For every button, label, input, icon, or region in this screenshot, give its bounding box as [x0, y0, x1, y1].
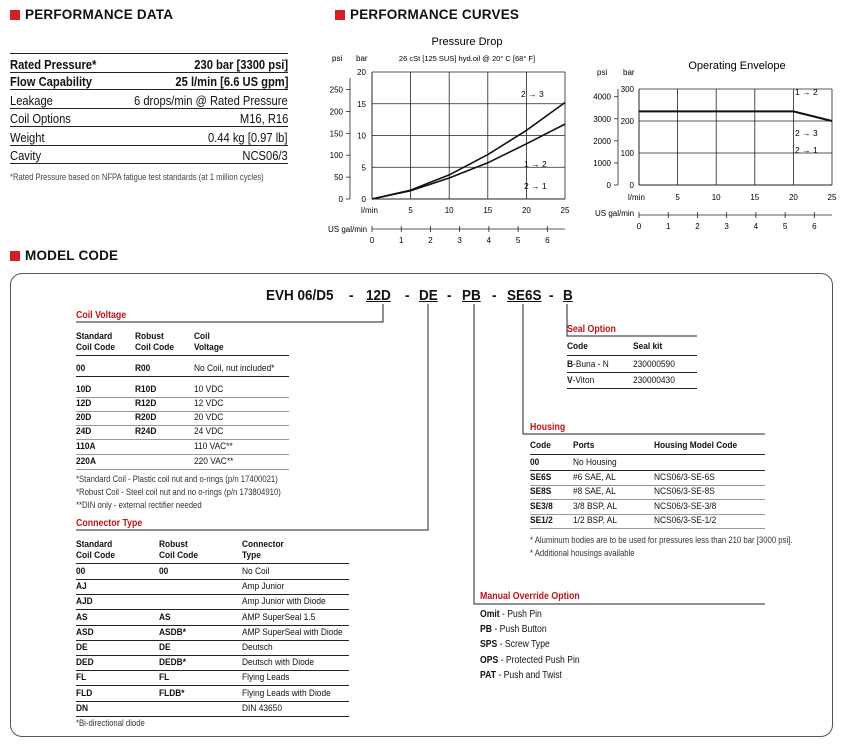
- row-divider: [76, 454, 289, 455]
- bar-tick-label: 10: [357, 131, 366, 141]
- housing-cell: 1/2 BSP, AL: [573, 515, 618, 526]
- override-code: PB: [480, 624, 492, 636]
- seal-option-code-cell: [567, 375, 594, 386]
- connector-type-cell: Deutsch with Diode: [242, 657, 315, 669]
- model-code-part: DE: [419, 287, 438, 304]
- psi-tick-label: 100: [329, 151, 343, 161]
- coil-voltage-note: *Robust Coil - Steel coil nut and no o-rings (p/n 173804910): [76, 487, 281, 497]
- model-code-part: -: [447, 287, 452, 304]
- seal-code: B: [567, 359, 574, 370]
- override-code: PAT: [480, 669, 496, 681]
- coil-voltage-cell: 10D: [76, 384, 92, 395]
- override-code: OPS: [480, 654, 499, 666]
- connector-type-header: Coil Code: [76, 550, 116, 561]
- manual-override-row: [480, 609, 542, 620]
- gal-tick-label: 2: [428, 236, 433, 245]
- performance-data-key: Rated Pressure*: [10, 57, 97, 72]
- connector-type-cell: DN: [76, 702, 89, 714]
- coil-voltage-cell: 220A: [76, 456, 96, 467]
- seal-option-code-cell: [567, 359, 609, 370]
- connector-type-title: Connector Type: [76, 518, 143, 529]
- override-desc: - Screw Type: [497, 639, 550, 651]
- coil-voltage-header: Coil Code: [135, 342, 175, 353]
- housing-cell: NCS06/3-SE-8S: [654, 486, 715, 497]
- coil-voltage-cell: 10 VDC: [194, 384, 224, 395]
- gal-tick-label: 5: [782, 222, 788, 231]
- performance-data-title: PERFORMANCE DATA: [25, 7, 174, 22]
- row-divider: [76, 579, 349, 580]
- gal-tick-label: 5: [515, 236, 521, 245]
- connector-type-cell: Flying Leads: [242, 672, 290, 684]
- psi-tick-label: 2000: [593, 136, 611, 146]
- row-divider: [76, 640, 349, 641]
- override-desc: - Push and Twist: [495, 669, 562, 681]
- psi-tick-label: 0: [338, 195, 343, 204]
- housing-cell: #6 SAE, AL: [573, 471, 616, 483]
- pressure-drop-subtitle: 26 cSt [125 SUS] hyd.oil @ 20° C [68° F]: [398, 54, 536, 63]
- seal-option-title: Seal Option: [567, 324, 616, 335]
- psi-tick-label: 0: [606, 181, 611, 190]
- model-code-part: PB: [462, 287, 481, 304]
- connector-type-cell: 00: [159, 566, 169, 577]
- coil-voltage-cell: 24 VDC: [194, 426, 224, 437]
- connector-type-cell: ASDB*: [159, 626, 186, 638]
- housing-note: * Additional housings available: [530, 548, 635, 558]
- housing-cell: SE3/8: [530, 500, 553, 512]
- gal-label: US gal/min: [595, 209, 635, 218]
- housing-header: Housing Model Code: [654, 440, 738, 451]
- coil-voltage-header: Voltage: [194, 342, 224, 353]
- gal-tick-label: 0: [636, 222, 642, 231]
- connector-type-cell: Flying Leads with Diode: [242, 687, 331, 699]
- connector-type-cell: Deutsch: [242, 642, 273, 653]
- housing-cell: 3/8 BSP, AL: [573, 500, 618, 512]
- housing-header: Code: [530, 440, 551, 451]
- coil-voltage-header: Robust: [135, 331, 164, 342]
- psi-tick-label: 1000: [593, 158, 611, 168]
- manual-override-row: [480, 670, 562, 681]
- override-desc: - Push Button: [491, 624, 547, 636]
- connector-type-header: Connector: [242, 539, 284, 550]
- lmin-label: l/min: [628, 193, 645, 202]
- connector-type-cell: AS: [76, 611, 88, 623]
- psi-unit-label: psi: [597, 68, 608, 77]
- pressure-drop-title: Pressure Drop: [431, 36, 503, 48]
- coil-voltage-cell: R12D: [135, 398, 157, 409]
- model-code-part: EVH 06/D5: [266, 287, 334, 304]
- housing-cell: 00: [530, 457, 540, 468]
- row-divider: [530, 470, 765, 471]
- performance-data-key: Weight: [10, 130, 45, 145]
- model-code-part: -: [492, 287, 497, 304]
- connector-type-header: Standard: [76, 539, 113, 550]
- gal-tick-label: 0: [369, 236, 375, 245]
- lmin-tick-label: 25: [827, 193, 837, 202]
- row-divider: [567, 388, 697, 389]
- bar-tick-label: 5: [361, 163, 366, 173]
- model-code-part: B: [563, 287, 573, 304]
- model-code-part: SE6S: [507, 287, 542, 304]
- override-code: Omit: [480, 609, 500, 620]
- gal-label: US gal/min: [328, 225, 368, 234]
- housing-cell: NCS06/3-SE-6S: [654, 471, 715, 483]
- flow-label-2-1: 2 → 1: [524, 181, 547, 191]
- coil-voltage-note: *Standard Coil - Plastic coil nut and o-rings (p/n 17400021): [76, 474, 278, 484]
- model-code-part: -: [349, 287, 354, 304]
- psi-tick-label: 50: [334, 173, 343, 183]
- lmin-tick-label: 20: [521, 206, 531, 215]
- model-code-part: 12D: [366, 287, 391, 304]
- seal-option-header: Seal kit: [633, 341, 663, 352]
- manual-override-row: [480, 655, 580, 666]
- performance-data-value: M16, R16: [239, 111, 288, 126]
- bar-tick-label: 100: [620, 149, 634, 158]
- manual-override-row: [480, 639, 550, 650]
- performance-data-value: 25 l/min [6.6 US gpm]: [174, 74, 288, 89]
- row-divider: [530, 528, 765, 529]
- row-divider: [76, 685, 349, 686]
- lmin-label: l/min: [361, 206, 378, 215]
- connector-type-cell: DEDB*: [159, 657, 186, 669]
- coil-voltage-cell: 110 VAC**: [194, 441, 233, 452]
- row-divider: [76, 469, 289, 470]
- row-divider: [76, 716, 349, 717]
- header-divider: [530, 454, 765, 455]
- connector-type-cell: FL: [159, 672, 170, 684]
- flow-label-2-3: 2 → 3: [795, 128, 818, 138]
- coil-voltage-cell: No Coil, nut included*: [194, 363, 275, 374]
- gal-tick-label: 6: [812, 222, 817, 231]
- psi-tick-label: 3000: [593, 114, 611, 124]
- connector-type-cell: FL: [76, 672, 87, 684]
- coil-voltage-cell: 00: [76, 363, 86, 374]
- header-divider: [76, 563, 349, 564]
- flow-label-2-3: 2 → 3: [521, 89, 544, 99]
- seal-option-header: Code: [567, 341, 588, 352]
- connector-type-cell: AS: [159, 611, 171, 623]
- bar-tick-label: 0: [361, 195, 366, 204]
- manual-override-title: Manual Override Option: [480, 591, 580, 602]
- header-divider: [567, 355, 697, 356]
- override-code: SPS: [480, 639, 498, 651]
- connector-type-cell: FLDB*: [159, 687, 185, 699]
- flow-label-1-2: 1 → 2: [795, 87, 818, 97]
- bar-tick-label: 200: [620, 117, 634, 126]
- flow-label-1-2: 1 → 2: [524, 159, 547, 169]
- row-divider: [76, 655, 349, 656]
- bar-tick-label: 20: [357, 68, 366, 77]
- housing-cell: SE1/2: [530, 515, 553, 526]
- coil-voltage-cell: 24D: [76, 426, 92, 437]
- coil-voltage-note: **DIN only - external rectifier needed: [76, 500, 202, 510]
- performance-data-value: 6 drops/min @ Rated Pressure: [134, 93, 288, 108]
- coil-voltage-cell: R20D: [135, 412, 157, 423]
- coil-voltage-cell: 20 VDC: [194, 412, 224, 423]
- housing-note: * Aluminum bodies are to be used for pressures less than 210 bar [3000 psi].: [530, 535, 793, 545]
- connector-type-cell: Amp Junior with Diode: [242, 596, 326, 608]
- connector-type-cell: AJD: [76, 596, 93, 608]
- lmin-tick-label: 10: [711, 193, 721, 202]
- housing-cell: NCS06/3-SE-3/8: [654, 500, 717, 512]
- performance-data-footnote: *Rated Pressure based on NFPA fatigue test standards (at 1 million cycles): [10, 172, 264, 182]
- psi-tick-label: 250: [329, 85, 343, 95]
- model-code-part: -: [405, 287, 410, 304]
- gal-tick-label: 1: [398, 236, 404, 245]
- connector-type-cell: 00: [76, 566, 86, 577]
- seal-name: -Viton: [572, 375, 595, 386]
- bar-unit-label: bar: [356, 54, 368, 63]
- connector-type-header: Robust: [159, 539, 188, 550]
- bar-tick-label: 0: [629, 181, 634, 190]
- gal-tick-label: 4: [753, 222, 759, 231]
- row-divider: [567, 372, 697, 373]
- seal-kit: 230000430: [633, 375, 675, 386]
- row-divider: [76, 376, 289, 377]
- flow-label-2-1: 2 → 1: [795, 145, 818, 155]
- row-divider: [76, 425, 289, 426]
- connector-type-cell: AMP SuperSeal with Diode: [242, 626, 343, 638]
- lmin-tick-label: 25: [560, 206, 570, 215]
- housing-header: Ports: [573, 440, 595, 451]
- row-divider: [76, 609, 349, 610]
- manual-override-row: [480, 624, 547, 635]
- connector-type-header: Type: [242, 550, 261, 561]
- connector-type-header: Coil Code: [159, 550, 199, 561]
- model-code-part: -: [549, 287, 554, 304]
- connector-type-cell: ASD: [76, 626, 94, 638]
- performance-curves-title: PERFORMANCE CURVES: [350, 7, 520, 22]
- lmin-tick-label: 5: [408, 206, 413, 215]
- seal-kit: 230000590: [633, 359, 675, 370]
- row-divider: [76, 594, 349, 595]
- connector-type-note: *Bi-directional diode: [76, 718, 145, 728]
- gal-tick-label: 1: [665, 222, 671, 231]
- housing-cell: NCS06/3-SE-1/2: [654, 515, 717, 526]
- bar-tick-label: 15: [357, 99, 366, 109]
- seal-name: -Buna - N: [573, 359, 609, 370]
- performance-data-key: Flow Capability: [10, 74, 92, 89]
- row-divider: [76, 439, 289, 440]
- override-desc: - Protected Push Pin: [498, 654, 580, 666]
- performance-data-value: 230 bar [3300 psi]: [194, 57, 288, 72]
- coil-voltage-cell: R00: [135, 363, 151, 374]
- connector-type-cell: Amp Junior: [242, 581, 285, 593]
- connector-type-cell: DIN 43650: [242, 702, 282, 714]
- housing-cell: #8 SAE, AL: [573, 486, 616, 497]
- gal-tick-label: 3: [724, 222, 729, 231]
- row-divider: [76, 397, 289, 398]
- connector-type-cell: FLD: [76, 687, 93, 699]
- housing-cell: No Housing: [573, 457, 617, 468]
- housing-title: Housing: [530, 422, 566, 433]
- bar-unit-label: bar: [623, 68, 635, 77]
- coil-voltage-cell: 110A: [76, 441, 96, 452]
- coil-voltage-title: Coil Voltage: [76, 310, 127, 321]
- gal-tick-label: 6: [545, 236, 550, 245]
- row-divider: [76, 701, 349, 702]
- override-desc: - Push Pin: [499, 609, 542, 620]
- header-divider: [76, 355, 289, 356]
- lmin-tick-label: 15: [483, 206, 493, 215]
- coil-voltage-header: Standard: [76, 331, 113, 342]
- coil-voltage-cell: 12D: [76, 398, 92, 409]
- coil-voltage-cell: 220 VAC**: [194, 456, 234, 467]
- housing-cell: SE6S: [530, 471, 552, 483]
- row-divider: [76, 411, 289, 412]
- psi-tick-label: 150: [329, 129, 343, 139]
- model-code-title: MODEL CODE: [25, 248, 119, 263]
- lmin-tick-label: 15: [750, 193, 760, 202]
- performance-data-value: 0.44 kg [0.97 lb]: [208, 130, 288, 145]
- coil-voltage-header: Coil Code: [76, 342, 116, 353]
- performance-data-key: Leakage: [10, 93, 53, 108]
- connector-type-cell: AMP SuperSeal 1.5: [242, 611, 316, 623]
- coil-voltage-cell: 20D: [76, 412, 92, 423]
- row-divider: [76, 670, 349, 671]
- gal-tick-label: 3: [457, 236, 462, 245]
- coil-voltage-cell: 12 VDC: [194, 398, 224, 409]
- connector-type-cell: DED: [76, 657, 94, 669]
- lmin-tick-label: 5: [675, 193, 680, 202]
- lmin-tick-label: 20: [788, 193, 798, 202]
- performance-data-value: NCS06/3: [242, 148, 288, 163]
- row-divider: [530, 485, 765, 486]
- connector-type-cell: DE: [159, 642, 171, 653]
- row-divider: [530, 499, 765, 500]
- connector-type-cell: AJ: [76, 581, 87, 593]
- lmin-tick-label: 10: [444, 206, 454, 215]
- gal-tick-label: 2: [695, 222, 700, 231]
- seal-code: V: [567, 375, 573, 386]
- performance-data-key: Cavity: [10, 148, 42, 163]
- connector-type-cell: DE: [76, 642, 88, 653]
- connector-type-cell: No Coil: [242, 566, 270, 577]
- psi-unit-label: psi: [332, 54, 343, 63]
- psi-tick-label: 200: [329, 107, 343, 117]
- operating-envelope-title: Operating Envelope: [688, 60, 786, 72]
- performance-data-key: Coil Options: [10, 111, 71, 126]
- coil-voltage-header: Coil: [194, 331, 210, 342]
- coil-voltage-cell: R10D: [135, 384, 157, 395]
- row-divider: [76, 625, 349, 626]
- bar-tick-label: 300: [620, 85, 634, 94]
- housing-cell: SE8S: [530, 486, 552, 497]
- psi-tick-label: 4000: [593, 92, 611, 102]
- gal-tick-label: 4: [486, 236, 492, 245]
- coil-voltage-cell: R24D: [135, 426, 157, 437]
- row-divider: [530, 514, 765, 515]
